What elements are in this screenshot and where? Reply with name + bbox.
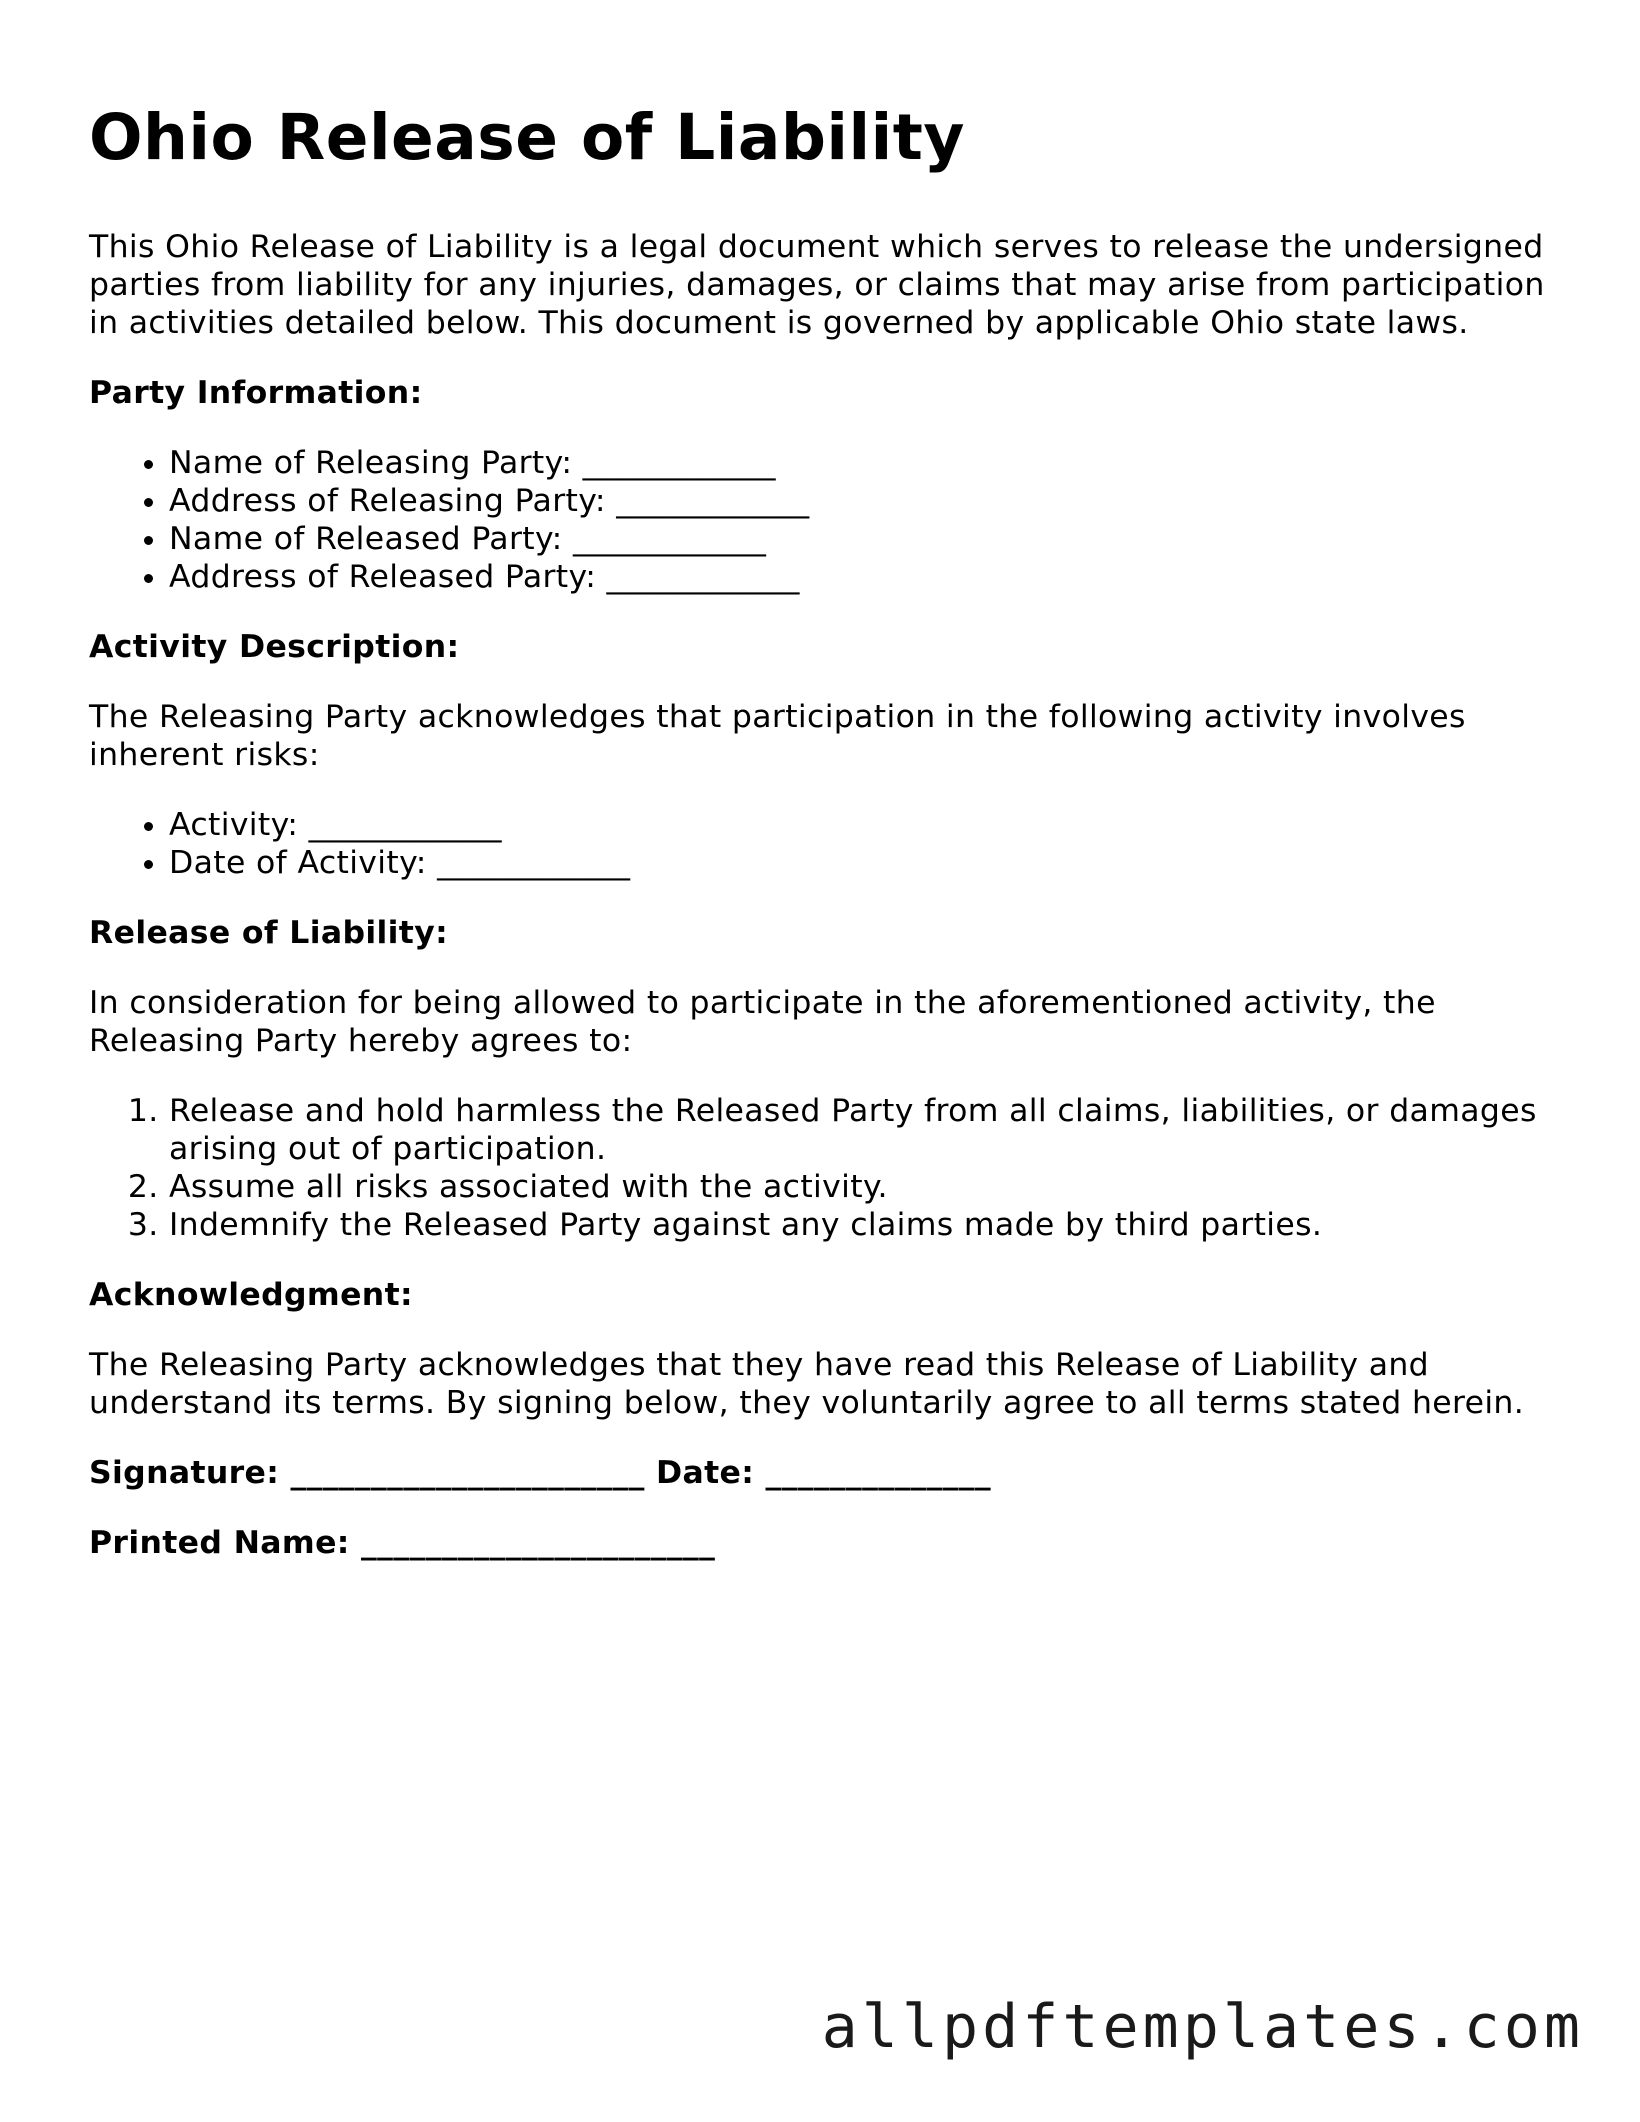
list-item: 3. Indemnify the Released Party against any claims made by third parties. [169,1206,1559,1244]
document-page [89,100,1559,1594]
activity-description-paragraph: The Releasing Party acknowledges that participation in the following activity involves inherent risks: [89,699,1466,773]
release-of-liability-paragraph: In consideration for being allowed to participate in the aforementioned activity, the Releasing Party hereby agrees to: [89,985,1436,1059]
party-information-heading: Party Information: [89,375,423,411]
list-item: • Date of Activity: ____________ [169,844,1559,882]
signature-date-line: Signature: ______________________ Date: ______________ [89,1455,991,1491]
list-item: • Address of Released Party: ____________ [169,558,1559,596]
printed-name-line: Printed Name: ______________________ [89,1525,716,1561]
list-item: 1. Release and hold harmless the Released Party from all claims, liabilities, or damages arising out of participation. [169,1092,1559,1168]
acknowledgment-paragraph: The Releasing Party acknowledges that they have read this Release of Liability and understand its terms. By signing below, they voluntarily agree to all terms stated herein. [89,1347,1525,1421]
document-title: Ohio Release of Liability [89,101,965,174]
list-item: • Activity: ____________ [169,806,1559,844]
activity-list [89,806,1559,882]
acknowledgment-heading: Acknowledgment: [89,1277,413,1313]
release-terms-list [89,1092,1559,1244]
list-item: • Name of Releasing Party: ____________ [169,444,1559,482]
activity-description-heading: Activity Description: [89,629,460,665]
intro-paragraph: This Ohio Release of Liability is a legal document which serves to release the undersigned parties from liability for any injuries, damages, or claims that may arise from participation in activities detailed below. This document is governed by applicable Ohio state laws. [89,229,1545,341]
list-item: 2. Assume all risks associated with the activity. [169,1168,1559,1206]
party-information-list [89,444,1559,596]
watermark-text: allpdftemplates.com [821,1992,1584,2062]
list-item: • Address of Releasing Party: ____________ [169,482,1559,520]
list-item: • Name of Released Party: ____________ [169,520,1559,558]
release-of-liability-heading: Release of Liability: [89,915,449,951]
